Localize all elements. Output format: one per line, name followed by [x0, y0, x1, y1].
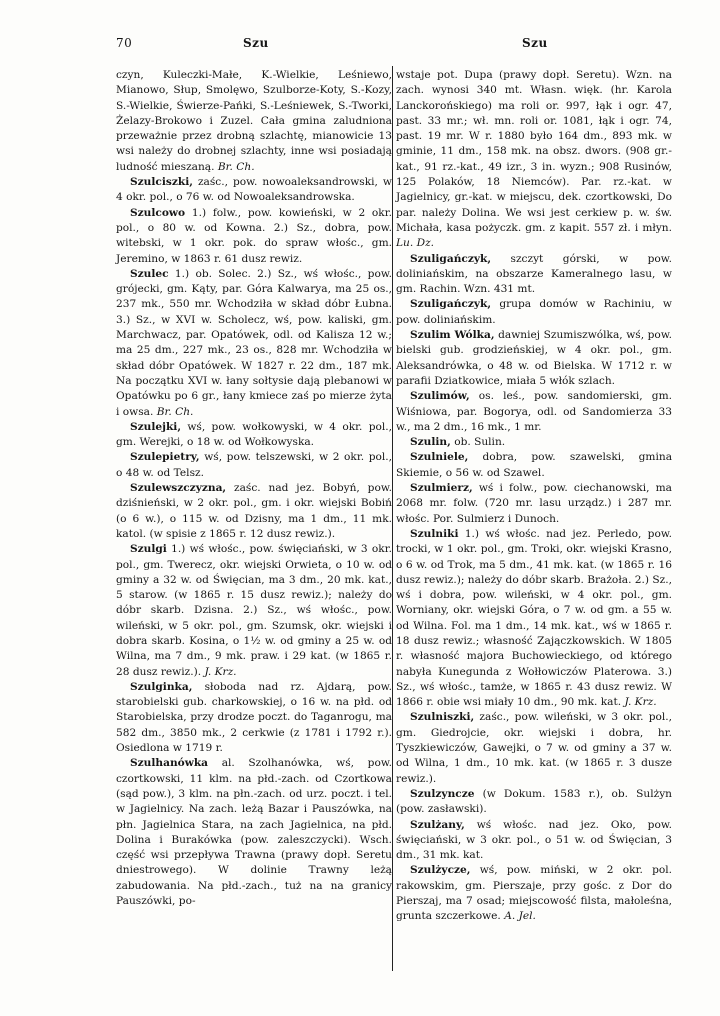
entry-headword: Szulepietry, [130, 451, 200, 464]
dictionary-entry [396, 863, 672, 924]
entry-headword: Szulgi [130, 543, 167, 556]
entry-text: 1.) wś włośc. nad jez. Perledo, pow. trocki, w 1 okr. pol., gm. Troki, okr. wiejski Krasno, o 6 w. od Trok, ma 5 dm., 41 mk. kat. (w 1865 r. 16 dusz rewiz.); należy do dóbr skarb. Brażoła. 2.) Sz., wś i dobra, pow. wileński, w 4 okr. pol., gm. Worniany, okr. wiejski Góra, o 7 w. od gm. a 55 w. od Wilna. Fol. ma 1 dm., 14 mk. kat., wś w 1865 r. 18 dusz rewiz.; własność Zajączkowskich. W 1805 r. własność majora Buchowieckiego, od którego nabyła Kunegunda z Wołłowiczów Platerowa. 3.) Sz., wś włośc., tamże, w 1865 r. 43 dusz rewiz. W 1866 r. obie wsi miały 10 dm., 90 mk. kat. [396, 527, 673, 709]
dictionary-entry [116, 175, 392, 206]
entry-text: zaśc. nad jez. Bobyń, pow. dziśnieński, w 2 okr. pol., gm. i okr. wiejski Bobiń (o 6 w.), o 115 w. od Dzisny, ma 1 dm., 11 mk. katol. (w spisie z 1865 r. 12 dusz rewiz.). [116, 482, 392, 540]
dictionary-entry [116, 542, 392, 680]
entry-headword: Szulec [130, 267, 169, 280]
dictionary-entry [396, 435, 672, 450]
dictionary-entry [396, 787, 672, 818]
dictionary-entry [116, 680, 392, 756]
entry-headword: Szuligańczyk, [410, 298, 492, 311]
dictionary-entry [396, 252, 672, 298]
dictionary-entry [116, 68, 392, 175]
dictionary-entry [396, 450, 672, 481]
entry-text: dawniej Szumiszwólka, wś, pow. bielski gub. grodzieńskiej, w 4 okr. pol., gm. Aleksandrówka, o 48 w. od Bielska. W 1712 r. w parafii Dziatkowice, miała 5 włók szlach. [396, 329, 672, 387]
entry-headword: Szulzyncze [410, 787, 475, 800]
dictionary-entry [396, 297, 672, 328]
entry-headword: Szulżycze, [410, 864, 471, 877]
entry-headword: Szulhanówka [130, 757, 209, 770]
entry-signature: Lu. Dz. [396, 237, 435, 250]
dictionary-entry [116, 206, 392, 267]
dictionary-entry [116, 420, 392, 451]
entry-text: grupa domów w Rachiniu, w pow. doliniańskim. [396, 298, 672, 326]
entry-text: wś, pow. miński, w 2 okr. pol. rakowskim, gm. Pierszaje, przy gośc. z Dor do Pierszaj, ma 7 osad; miejscowość filsta, małoleśna, grunta szczerkowe. [396, 864, 672, 923]
dictionary-entry [116, 450, 392, 481]
entry-text: zaśc., pow. nowoaleksandrowski, w 4 okr. pol., o 76 w. od Nowoaleksandrowska. [116, 176, 392, 204]
entry-text: szczyt górski, w pow. doliniańskim, na obszarze Kameralnego lasu, w gm. Rachin. Wzn. 431 mt. [396, 252, 672, 296]
dictionary-entry [396, 328, 672, 389]
left-column [116, 68, 392, 909]
entry-text: wś, pow. wołkowyski, w 4 okr. pol., gm. Werejki, o 18 w. od Wołkowyska. [116, 420, 392, 449]
entry-signature: A. Jel. [504, 910, 536, 923]
entry-signature: Br. Ch. [156, 405, 194, 418]
entry-headword: Szulciszki, [130, 176, 193, 189]
right-column [396, 68, 672, 925]
entry-headword: Szulniszki, [410, 711, 475, 724]
entry-text: 1.) folw., pow. kowieński, w 2 okr. pol., o 80 w. od Kowna. 2.) Sz., dobra, pow. witebski, w 1 okr. pok. do spraw włośc., gm. Jeremino, w 1863 r. 61 dusz rewiz. [116, 206, 392, 265]
entry-signature: Br. Ch. [217, 160, 255, 173]
entry-text: wstaje pot. Dupa (prawy dopł. Seretu). Wzn. na zach. wynosi 340 mt. Własn. więk. (hr. Karola Lanckorońskiego) ma roli or. 997, łąk i ogr. 47, past. 33 mr.; wł. mn. roli or. 1081, łąk i ogr. 74, past. 19 mr. W r. 1880 było 164 dm., 893 mk. w gminie, 11 dm., 158 mk. na obsz. dwors. (908 gr.-kat., 91 rz.-kat., 49 izr., 3 in. wyzn.; 908 Rusinów, 125 Polaków, 18 Niemców). Par. rz.-kat. w Jagielnicy, gr.-kat. w miejscu, dek. czortkowski, Do par. należy Dolina. We wsi jest cerkiew p. w. św. Michała, kasa pożyczk. gm. z kapit. 557 zł. i młyn. [396, 69, 672, 234]
entry-signature: J. Krz. [624, 696, 657, 709]
entry-headword: Szuligańczyk, [410, 252, 492, 265]
page-number: 70 [116, 36, 133, 50]
dictionary-entry [116, 481, 392, 542]
dictionary-entry [396, 818, 672, 864]
entry-headword: Szulmierz, [410, 482, 473, 495]
entry-headword: Szulim Wólka, [410, 329, 495, 342]
dictionary-entry [396, 389, 672, 435]
entry-text: 1.) ob. Solec. 2.) Sz., wś włośc., pow. grójecki, gm. Kąty, par. Góra Kalwarya, ma 25 os., 237 mk., 550 mr. Wchodziła w skład dóbr Łubna. 3.) Sz., w XVI w. Scholecz, wś, pow. kaliski, gm. Marchwacz, par. Opatówek, odl. od Kalisza 12 w.; ma 25 dm., 227 mk., 23 os., 828 mr. Wchodziła w skład dóbr Opatówek. W 1827 r. 22 dm., 187 mk. Na początku XVI w. łany sołtysie dają plebanowi w Opatówku po 6 gr., łany kmiece zaś po mierze żyta i owsa. [116, 267, 393, 418]
entry-headword: Szulginka, [130, 680, 193, 693]
entry-text: czyn, Kuleczki-Małe, K.-Wielkie, Leśniewo, Mianowo, Słup, Smolęwo, Szulborze-Koty, S.-Kozy, S.-Wielkie, Świerze-Pańki, S.-Leśniewek, S.-Tworki, Żelazy-Brokowo i Zuzel. Cała gmina zaludniona przeważnie przez drobną szlachtę, mianowicie 13 wsi należy do drobnej szlachty, inne wsi posiadają ludność mieszaną. [116, 69, 392, 173]
entry-text: wś i folw., pow. ciechanowski, ma 2068 mr. folw. (720 mr. lasu urządz.) i 287 mr. włośc. Por. Sulmierz i Dunoch. [396, 482, 673, 525]
entry-signature: J. Krz. [204, 665, 237, 678]
dictionary-entry [396, 481, 672, 527]
entry-headword: Szulimów, [410, 390, 470, 403]
entry-text: 1.) wś włośc., pow. święciański, w 3 okr. pol., gm. Twerecz, okr. wiejski Orwieta, o 10 w. od gminy a 32 w. od Święcian, ma 3 dm., 20 mk. kat., 5 starow. (w 1865 r. 15 dusz rewiz.); należy do dóbr skarb. Dzisna. 2.) Sz., wś włośc., pow. wileński, w 5 okr. pol., gm. Szumsk, okr. wiejski i dobra skarb. Kosina, o 1½ w. od gminy a 25 w. od Wilna, ma 7 dm., 9 mk. praw. i 29 kat. (w 1865 r. 28 dusz rewiz.). [116, 543, 392, 678]
entry-headword: Szulejki, [130, 420, 182, 433]
entry-text: wś włośc. nad jez. Oko, pow. święciański, w 3 okr. pol., o 51 w. od Święcian, 3 dm., 31 mk. kat. [396, 818, 672, 862]
entry-text: (w Dokum. 1583 r.), ob. Sulżyn (pow. zasławski). [396, 787, 672, 816]
column-divider [392, 66, 393, 971]
entry-headword: Szulewszczyzna, [130, 482, 227, 495]
entry-text: dobra, pow. szawelski, gmina Skiemie, o 56 w. od Szawel. [396, 451, 673, 479]
entry-text: al. Szolhanówka, wś, pow. czortkowski, 11 klm. na płd.-zach. od Czortkowa (sąd pow.), 3 klm. na płn.-zach. od urz. poczt. i tel. w Jagielnicy. Na zach. leżą Bazar i Pauszówka, na płn. Jagielnica Stara, na zach Jagielnica, na płd. Dolina i Burakówka (pow. zaleszczycki). Wsch. część wsi przepływa Trawna (prawy dopł. Seretu dniestrowego). W dolinie Trawny leżą zabudowania. Na płd.-zach., tuż na na granicy Pauszówki, po- [116, 757, 392, 908]
dictionary-entry [396, 68, 672, 252]
dictionary-entry [396, 527, 672, 711]
dictionary-entry [116, 756, 392, 909]
right-running-head: Szu [522, 36, 548, 50]
entry-text: słoboda nad rz. Ajdarą, pow. starobielski gub. charkowskiej, o 16 w. na płd. od Starobielska, przy drodze poczt. do Taganrogu, ma 582 dm., 3850 mk., 2 cerkwie (z 1781 i 1792 r.). Osiedlona w 1719 r. [116, 680, 392, 755]
entry-headword: Szulin, [410, 436, 451, 449]
entry-headword: Szulniele, [410, 451, 469, 464]
entry-text: wś, pow. telszewski, w 2 okr. pol., o 48 w. od Telsz. [116, 451, 392, 479]
entry-text: ob. Sulin. [454, 436, 506, 449]
dictionary-entry [116, 267, 392, 420]
dictionary-entry [396, 710, 672, 786]
entry-headword: Szulcowo [130, 206, 186, 219]
left-running-head: Szu [243, 36, 269, 50]
entry-headword: Szulżany, [410, 818, 465, 831]
entry-text: zaśc., pow. wileński, w 3 okr. pol., gm. Giedrojcie, okr. wiejski i dobra, hr. Tyszkiewiczów, Gawejki, o 7 w. od gminy a 37 w. od Wilna, 1 dm., 10 mk. kat. (w 1865 r. 3 dusze rewiz.). [396, 711, 672, 785]
entry-headword: Szulniki [410, 527, 459, 540]
entry-text: os. leś., pow. sandomierski, gm. Wiśniowa, par. Bogorya, odl. od Sandomierza 33 w., ma 2 dm., 16 mk., 1 mr. [396, 390, 672, 433]
